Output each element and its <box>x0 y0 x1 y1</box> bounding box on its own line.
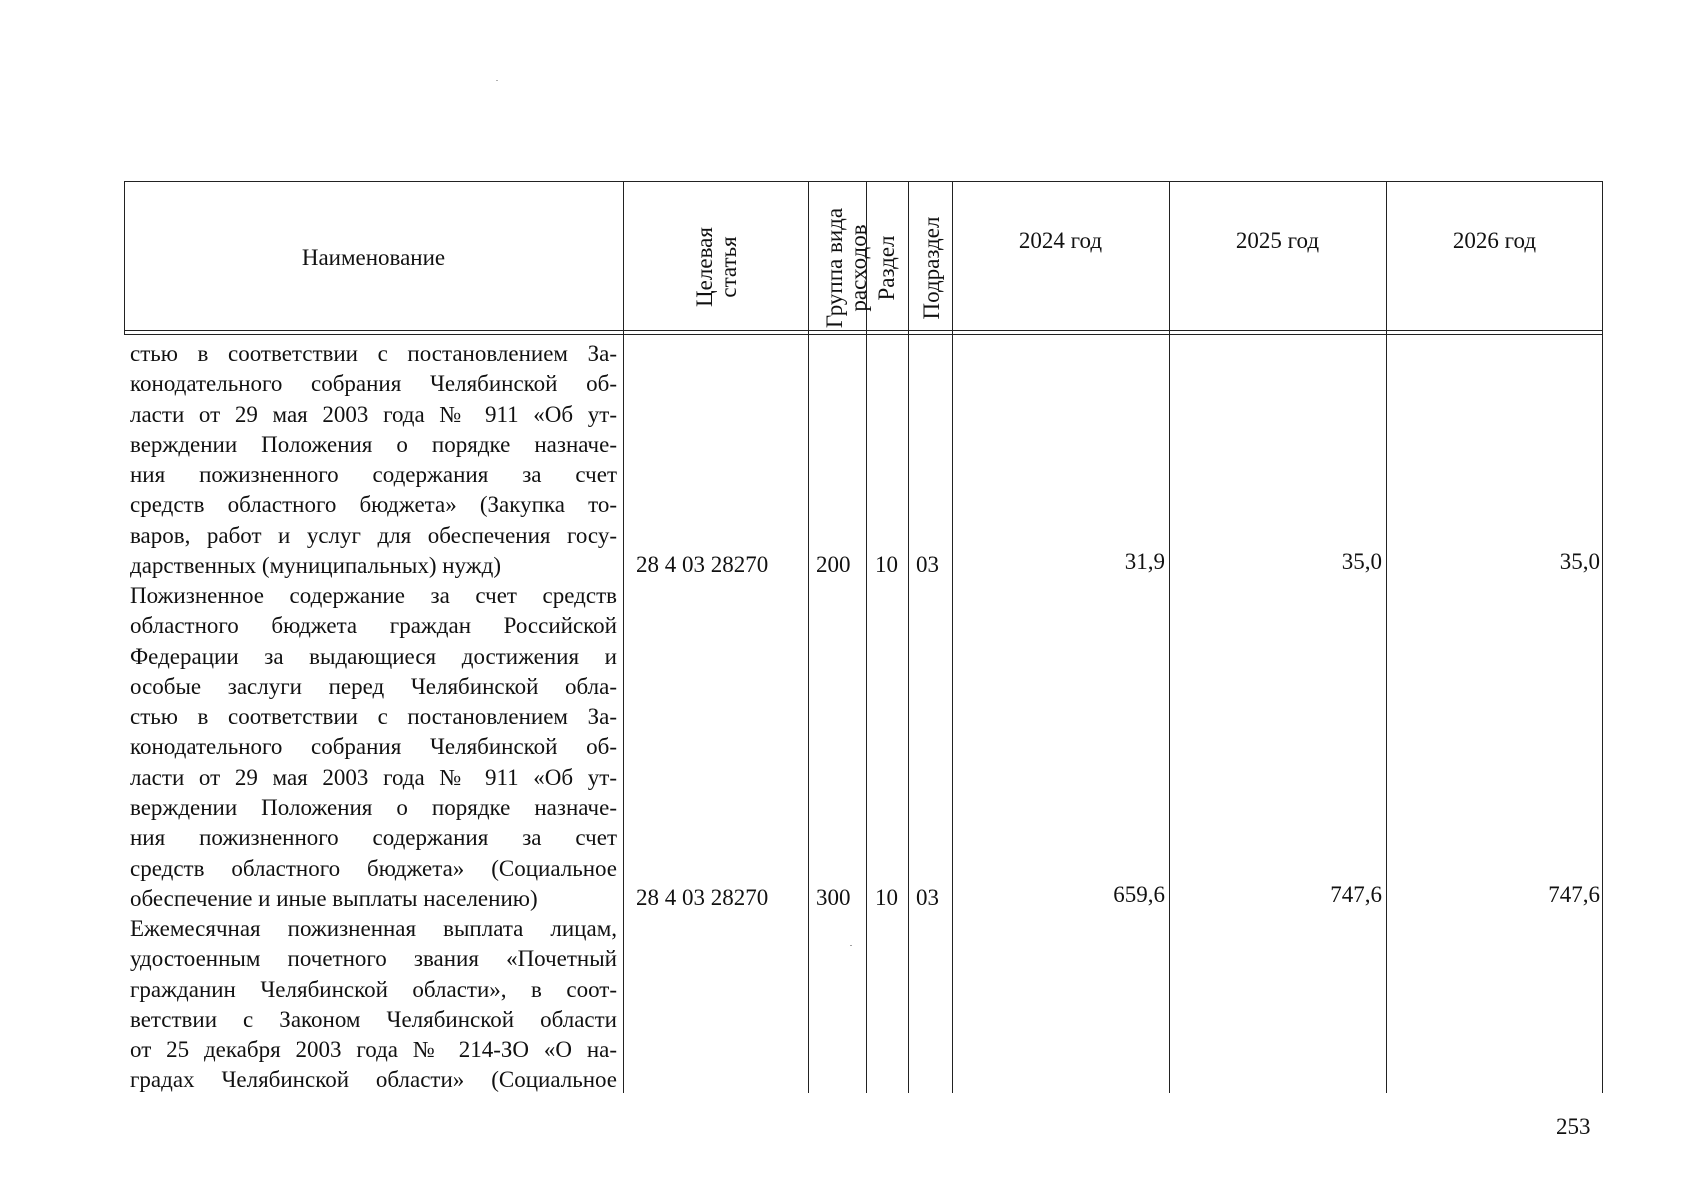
desc-line: градах Челябинской области» (Социальное <box>130 1067 617 1093</box>
row-1-subsection: 03 <box>916 552 939 577</box>
row-1-target-article: 28 4 03 28270 <box>636 552 769 577</box>
header-expense-group <box>823 193 871 343</box>
desc-line: гражданин Челябинской области», в соот- <box>130 976 617 1002</box>
row-1-section: 10 <box>875 552 898 577</box>
page-number: 253 <box>1556 1114 1591 1139</box>
row-1-y2026: 35,0 <box>1559 549 1600 574</box>
row-1-description <box>130 339 617 581</box>
desc-line: Пожизненное содержание за счет средств <box>130 583 617 608</box>
col-divider <box>1169 181 1170 1093</box>
desc-line: верждении Положения о порядке назначе- <box>130 795 617 821</box>
col-divider <box>1386 181 1387 1093</box>
desc-line: конодательного собрания Челябинской об- <box>130 371 617 397</box>
desc-line: верждении Положения о порядке назначе- <box>130 431 617 457</box>
table-top-border <box>124 181 1603 182</box>
row-2-subsection: 03 <box>916 885 939 910</box>
row-2-y2026: 747,6 <box>1548 882 1600 907</box>
desc-line: Федерации за выдающиеся достижения и <box>130 643 617 669</box>
desc-line: дарственных (муниципальных) нужд) <box>130 553 501 579</box>
col-divider <box>952 181 953 1093</box>
header-section: Раздел <box>874 235 899 301</box>
desc-line: ния пожизненного содержания за счет <box>130 462 617 488</box>
header-year-2025: 2025 год <box>1235 228 1320 253</box>
desc-line: обеспечение и иные выплаты населению) <box>130 885 538 911</box>
row-1-y2024: 31,9 <box>1124 549 1165 574</box>
row-2-y2025: 747,6 <box>1330 882 1382 907</box>
desc-line: ласти от 29 мая 2003 года № 911 «Об ут- <box>130 764 617 790</box>
desc-line: ласти от 29 мая 2003 года № 911 «Об ут- <box>130 401 617 427</box>
header-year-2026: 2026 год <box>1452 228 1537 253</box>
header-target-article-line1: Целевая <box>692 227 717 307</box>
desc-line: удостоенным почетного звания «Почетный <box>130 946 617 972</box>
desc-line: стью в соответствии с постановлением За- <box>130 704 617 730</box>
desc-line: от 25 декабря 2003 года № 214-ЗО «О на- <box>130 1037 617 1063</box>
desc-line: средств областного бюджета» (Социальное <box>130 855 617 881</box>
desc-line: стью в соответствии с постановлением За- <box>130 341 617 366</box>
col-divider <box>808 181 809 1093</box>
header-expense-group-line2: расходов <box>846 224 871 312</box>
budget-table <box>124 181 1603 1093</box>
row-1-expense-group: 200 <box>816 552 851 577</box>
row-2-y2024: 659,6 <box>1113 882 1165 907</box>
row-2-description <box>130 581 617 914</box>
row-3-description <box>130 914 617 1096</box>
desc-line: особые заслуги перед Челябинской обла- <box>130 673 617 699</box>
desc-line: областного бюджета граждан Российской <box>130 613 617 639</box>
row-2-section: 10 <box>875 885 898 910</box>
header-year-2024: 2024 год <box>1018 228 1103 253</box>
header-name: Наименование <box>301 245 446 270</box>
desc-line: ния пожизненного содержания за счет <box>130 825 617 851</box>
desc-line: Ежемесячная пожизненная выплата лицам, <box>130 916 617 941</box>
table-right-border <box>1602 181 1603 1093</box>
header-expense-group-line1: Группа вида <box>822 207 847 329</box>
row-2-target-article: 28 4 03 28270 <box>636 885 769 910</box>
row-2-expense-group: 300 <box>816 885 851 910</box>
desc-line: варов, работ и услуг для обеспечения госу- <box>130 522 617 548</box>
header-target-article-line2: статья <box>716 236 741 298</box>
col-divider <box>908 181 909 1093</box>
desc-line: средств областного бюджета» (Закупка то- <box>130 492 617 518</box>
scan-speck <box>496 80 498 81</box>
header-target-article <box>693 202 741 332</box>
desc-line: ветствии с Законом Челябинской области <box>130 1006 617 1032</box>
desc-line: конодательного собрания Челябинской об- <box>130 734 617 760</box>
header-subsection: Подраздел <box>919 216 944 320</box>
col-divider <box>623 181 624 1093</box>
row-1-y2025: 35,0 <box>1341 549 1382 574</box>
